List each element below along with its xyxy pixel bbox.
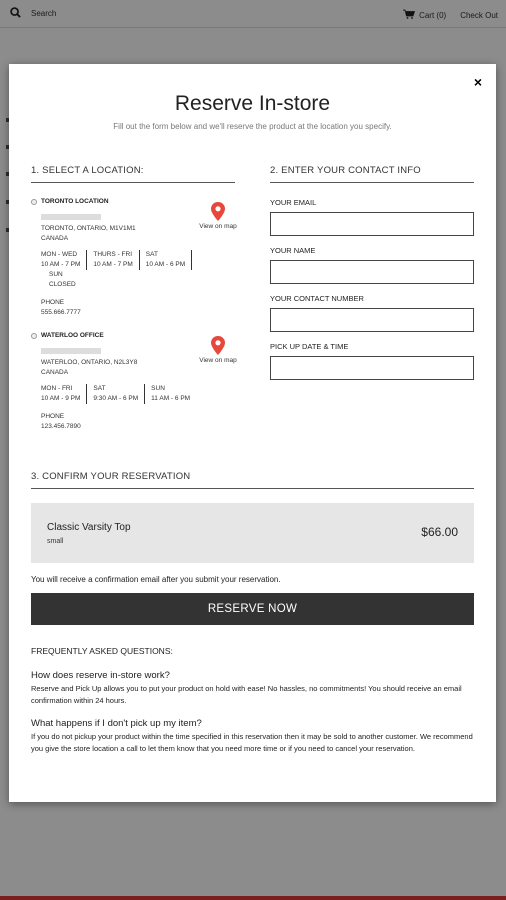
hours-time: 10 AM - 9 PM [41, 395, 81, 402]
location-name[interactable]: TORONTO LOCATION [41, 198, 109, 205]
redacted-street-address [41, 214, 101, 220]
product-price: $66.00 [421, 525, 458, 539]
faq-question: How does reserve in-store work? [31, 670, 170, 681]
map-pin-icon[interactable] [195, 336, 241, 355]
view-on-map-link[interactable] [195, 202, 241, 230]
taskbar [0, 896, 506, 900]
hours-column [41, 250, 87, 270]
search-label[interactable]: Search [31, 9, 57, 18]
location-radio[interactable] [31, 199, 37, 205]
checkout-link[interactable]: Check Out [460, 10, 498, 20]
hours-column [146, 250, 192, 270]
address-country: CANADA [41, 235, 69, 242]
product-summary [31, 503, 474, 563]
hours-days: MON - WED [41, 251, 78, 258]
contact-section-heading: 2. ENTER YOUR CONTACT INFO [270, 165, 474, 183]
phone-number[interactable]: 123.456.7890 [41, 423, 81, 430]
hours-time: 9:30 AM - 6 PM [93, 395, 139, 402]
hours-column [93, 384, 145, 404]
hours-days: SAT [93, 385, 106, 392]
hours-column [151, 384, 196, 404]
location-phone [41, 412, 241, 432]
store-hours [41, 250, 241, 270]
address-country: CANADA [41, 369, 69, 376]
hours-days: SUN [151, 385, 165, 392]
location-radio[interactable] [31, 333, 37, 339]
hours-column [93, 250, 139, 270]
modal-subtitle: Fill out the form below and we'll reserve the product at the location you specify. [113, 122, 392, 131]
confirmation-note: You will receive a confirmation email after you submit your reservation. [31, 575, 281, 584]
closed-text: CLOSED [49, 281, 76, 288]
faq-question: What happens if I don't pick up my item? [31, 718, 202, 729]
hours-time: 10 AM - 6 PM [145, 261, 186, 268]
reserve-modal [9, 64, 496, 802]
pickup-datetime-field[interactable] [270, 356, 474, 380]
phone-number[interactable]: 555.666.7777 [41, 309, 81, 316]
phone-label: PHONE [41, 299, 65, 306]
cart-label[interactable]: Cart (0) [419, 10, 447, 20]
close-button[interactable]: × [473, 74, 482, 90]
contact-number-field[interactable] [270, 308, 474, 332]
name-label: YOUR NAME [270, 246, 316, 255]
confirm-section-heading: 3. CONFIRM YOUR RESERVATION [31, 471, 474, 489]
location-toronto [31, 198, 241, 318]
location-waterloo [31, 332, 241, 432]
address-line: WATERLOO, ONTARIO, N2L3Y8 [41, 359, 138, 366]
phone-label: PHONE [41, 413, 65, 420]
store-hours [41, 384, 241, 404]
address-line: TORONTO, ONTARIO, M1V1M1 [41, 225, 136, 232]
pickup-label: PICK UP DATE & TIME [270, 342, 349, 351]
email-label: YOUR EMAIL [270, 198, 317, 207]
hours-time: 10 AM - 7 PM [41, 261, 81, 268]
hours-time: 11 AM - 6 PM [151, 395, 191, 402]
modal-title: Reserve In-store [174, 92, 331, 115]
map-pin-icon[interactable] [195, 202, 241, 221]
redacted-street-address [41, 348, 101, 354]
location-phone [41, 298, 241, 318]
contact-number-label: YOUR CONTACT NUMBER [270, 294, 364, 303]
hours-days: MON - FRI [41, 385, 73, 392]
hours-days: THURS - FRI [93, 251, 133, 258]
hours-column [41, 384, 87, 404]
closed-days [49, 270, 241, 290]
view-on-map-link[interactable] [195, 336, 241, 364]
view-on-map-label[interactable]: View on map [199, 357, 237, 364]
view-on-map-label[interactable]: View on map [199, 223, 237, 230]
hours-time: 10 AM - 7 PM [93, 261, 133, 268]
reserve-now-button[interactable]: RESERVE NOW [31, 593, 474, 625]
faq-answer: Reserve and Pick Up allows you to put your product on hold with ease! No hassles, no commitments! You should receive an email confirmation within 24 hours. [31, 684, 462, 705]
location-section-heading: 1. SELECT A LOCATION: [31, 165, 235, 183]
location-name[interactable]: WATERLOO OFFICE [41, 332, 104, 339]
email-field[interactable] [270, 212, 474, 236]
faq-answer: If you do not pickup your product within the time specified in this reservation then it may be sold to another customer. We recommend you give the store location a call to let them know that you need more time or if you need to cancel your reservation. [31, 732, 473, 753]
product-size: small [47, 538, 64, 545]
hours-days: SAT [145, 251, 158, 258]
name-field[interactable] [270, 260, 474, 284]
closed-day: SUN [49, 271, 63, 278]
faq-title: FREQUENTLY ASKED QUESTIONS: [31, 646, 173, 656]
product-name: Classic Varsity Top [47, 522, 131, 533]
